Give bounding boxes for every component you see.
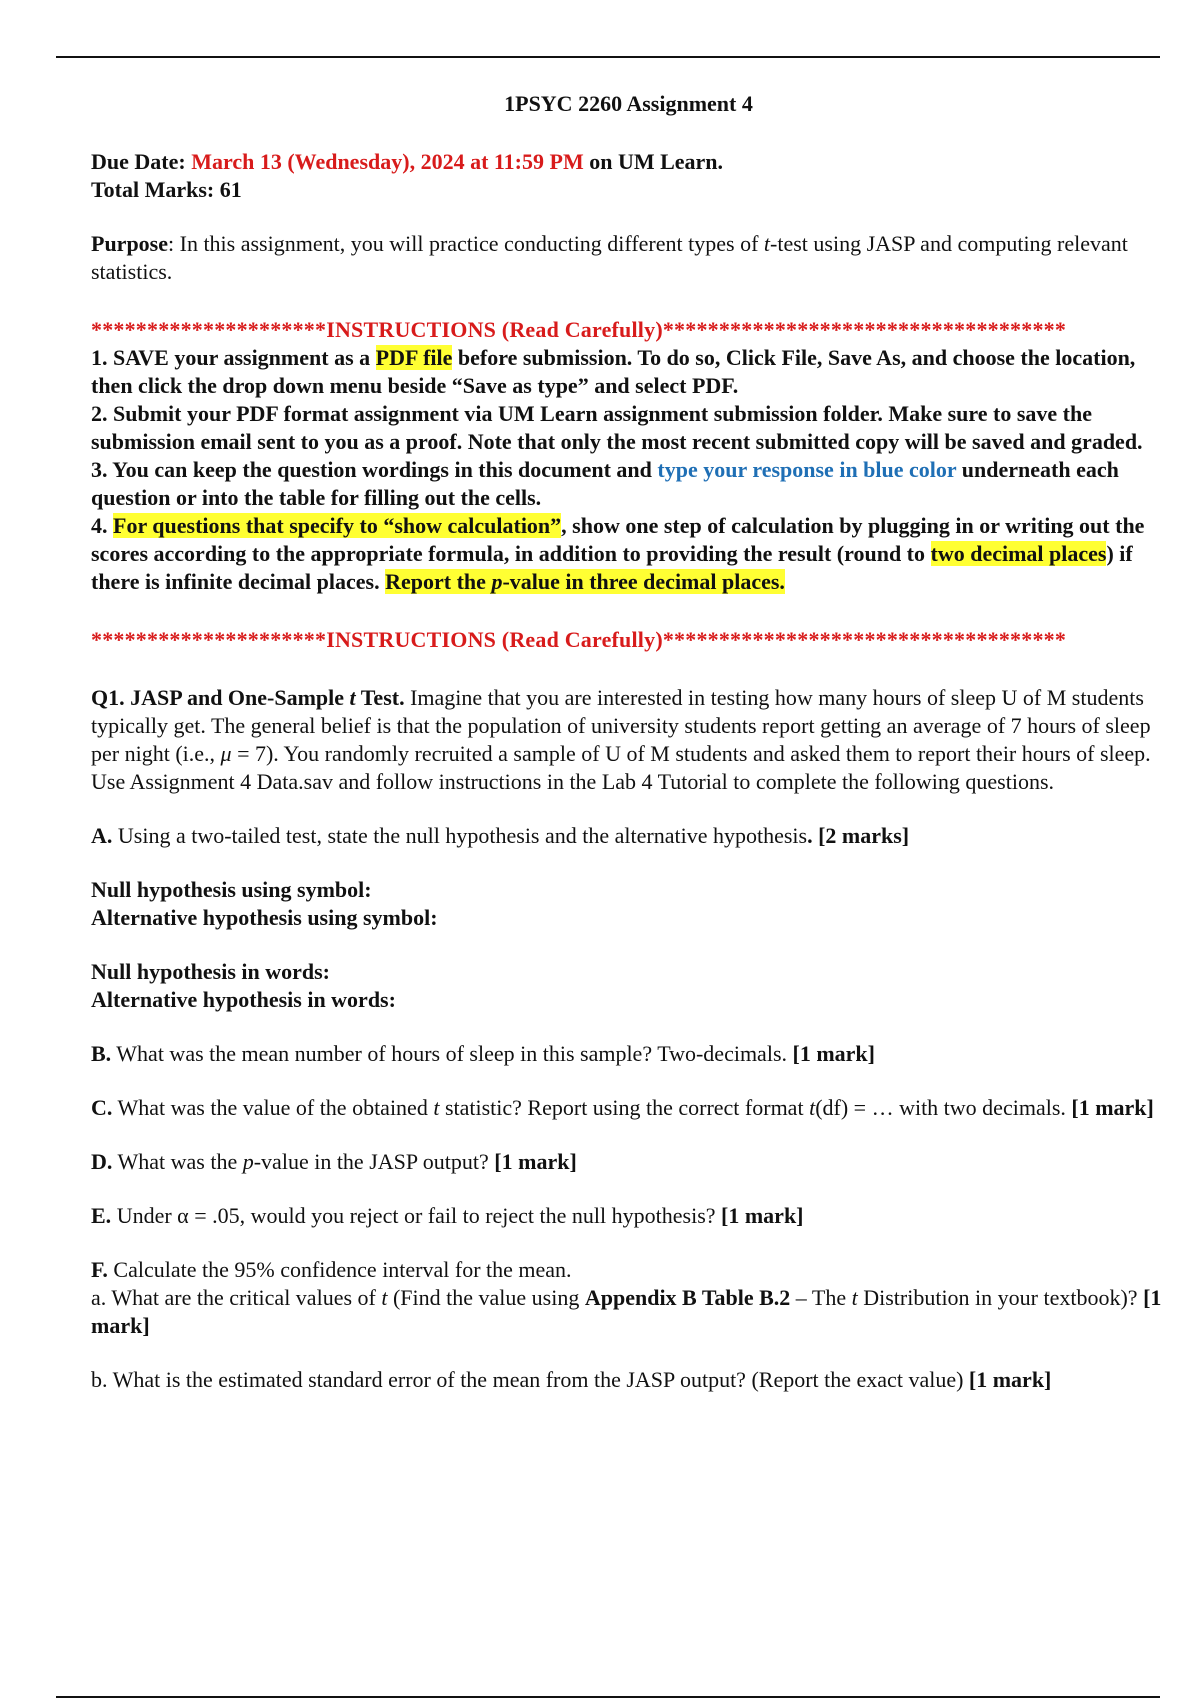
question-b: B. What was the mean number of hours of sleep in this sample? Two-decimals. [1 mark] <box>91 1041 875 1066</box>
bottom-rule <box>56 1696 1160 1698</box>
due-date: Due Date: March 13 (Wednesday), 2024 at 11:59 PM on UM Learn. <box>91 149 724 174</box>
alt-hypothesis-words: Alternative hypothesis in words: <box>91 987 396 1012</box>
purpose: Purpose: In this assignment, you will practice conducting different types of t-test using JASP and computing relevant statistics. <box>91 231 1128 284</box>
document-body <box>91 90 1166 1394</box>
instruction-2: 2. Submit your PDF format assignment via UM Learn assignment submission folder. Make sure to save the submission email sent to you as a proof. Note that only the most recent submitted copy will be saved and graded. <box>91 401 1143 454</box>
instructions-banner-bottom: *********************INSTRUCTIONS (Read Carefully)************************************ <box>91 627 1067 652</box>
page-title: 1PSYC 2260 Assignment 4 <box>504 91 753 116</box>
null-hypothesis-symbol: Null hypothesis using symbol: <box>91 877 372 902</box>
alt-hypothesis-symbol: Alternative hypothesis using symbol: <box>91 905 438 930</box>
total-marks: Total Marks: 61 <box>91 177 242 202</box>
question-f-b: b. What is the estimated standard error of the mean from the JASP output? (Report the exact value) [1 mark] <box>91 1367 1052 1392</box>
question-a: A. Using a two-tailed test, state the null hypothesis and the alternative hypothesis. [2 marks] <box>91 823 910 848</box>
instruction-1: 1. SAVE your assignment as a PDF file before submission. To do so, Click File, Save As, and choose the location, then click the drop down menu beside “Save as type” and select PDF. <box>91 345 1136 398</box>
instruction-3: 3. You can keep the question wordings in this document and type your response in blue color underneath each question or into the table for filling out the cells. <box>91 457 1119 510</box>
null-hypothesis-words: Null hypothesis in words: <box>91 959 331 984</box>
instructions-banner-top: *********************INSTRUCTIONS (Read Carefully)************************************ <box>91 317 1067 342</box>
question-f-a: a. What are the critical values of t (Find the value using Appendix B Table B.2 – The t Distribution in your textbook)? [1 mark] <box>91 1285 1162 1338</box>
instruction-4: 4. For questions that specify to “show calculation”, show one step of calculation by plugging in or writing out the scores according to the appropriate formula, in addition to providing the result (round to two decimal places) if there is infinite decimal places. Report the p-value in three decimal places. <box>91 513 1145 594</box>
instructions-list <box>91 344 1166 596</box>
question-d: D. What was the p-value in the JASP output? [1 mark] <box>91 1149 577 1174</box>
due-date-value: March 13 (Wednesday), 2024 at 11:59 PM <box>191 149 584 174</box>
question-e: E. Under α = .05, would you reject or fail to reject the null hypothesis? [1 mark] <box>91 1203 804 1228</box>
top-rule <box>56 56 1160 58</box>
question-c: C. What was the value of the obtained t statistic? Report using the correct format t(df) = … with two decimals. [1 mark] <box>91 1095 1154 1120</box>
q1-intro: Q1. JASP and One-Sample t Test. Imagine that you are interested in testing how many hours of sleep U of M students typically get. The general belief is that the population of university students report getting an average of 7 hours of sleep per night (i.e., μ = 7). You randomly recruited a sample of U of M students and asked them to report their hours of sleep. Use Assignment 4 Data.sav and follow instructions in the Lab 4 Tutorial to complete the following questions. <box>91 685 1151 794</box>
question-f: F. Calculate the 95% confidence interval for the mean. <box>91 1257 572 1282</box>
